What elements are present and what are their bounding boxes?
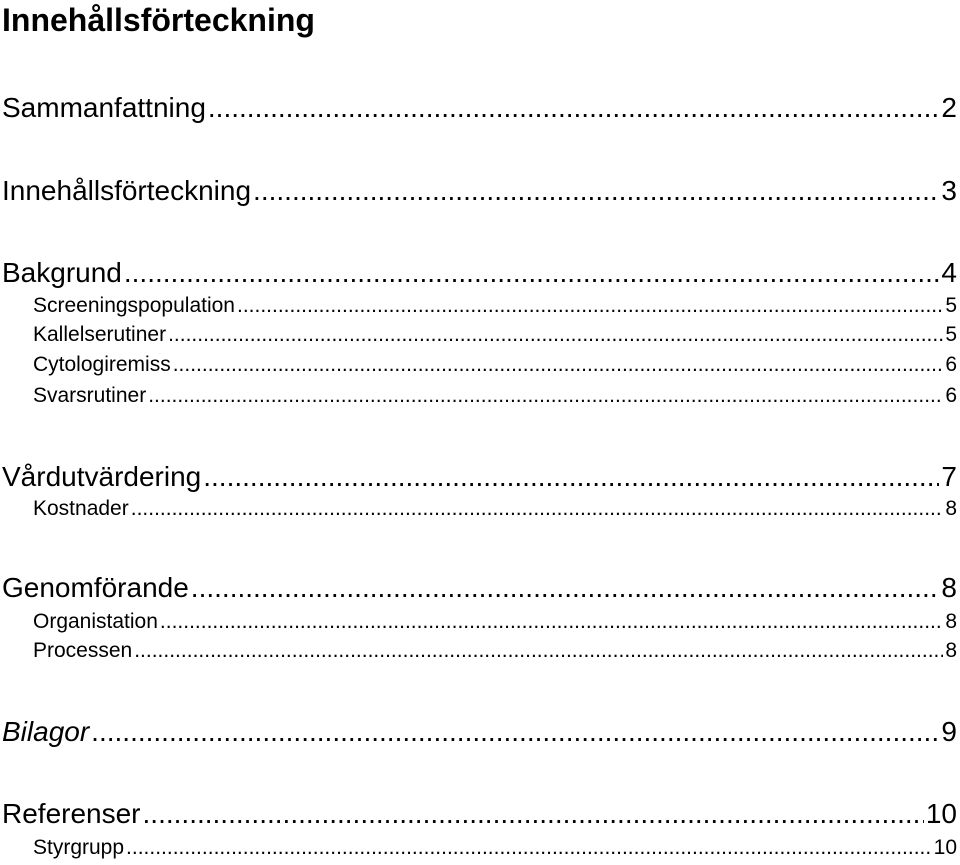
toc-page-number: 3 [941,175,957,206]
toc-entry-kallelserutiner[interactable] [0,322,957,348]
toc-entry-label: Sammanfattning [2,92,206,123]
toc-page-number: 8 [945,639,957,662]
toc-entry-label: Genomförande [2,572,189,603]
toc-page-number: 5 [945,294,957,317]
toc-entry-label: Kallelserutiner [33,323,167,346]
toc-page-number: 2 [941,92,957,123]
toc-page-number: 9 [941,716,957,747]
toc-page-number: 5 [945,323,957,346]
toc-entry-innehallsforteckning[interactable] [0,174,957,208]
toc-entry-label: Screeningspopulation [33,294,235,317]
toc-page-number: 4 [941,257,957,288]
toc-entry-processen[interactable] [0,638,957,664]
toc-entry-label: Cytologiremiss [33,353,171,376]
dot-leader [91,715,939,749]
dot-leader [124,256,940,290]
toc-entry-bilagor[interactable] [0,715,957,749]
dot-leader [237,293,943,319]
page-title: Innehållsförteckning [2,2,315,38]
dot-leader [191,571,940,605]
toc-entry-sammanfattning[interactable] [0,91,957,125]
toc-page-number: 10 [925,798,957,829]
toc-entry-label: Processen [33,639,133,662]
dot-leader [148,383,943,409]
toc-page-number: 8 [945,497,957,520]
dot-leader [208,91,940,125]
dot-leader [173,352,944,378]
toc-entry-cytologiremiss[interactable] [0,352,957,378]
dot-leader [168,322,943,348]
toc-entry-bakgrund[interactable] [0,256,957,290]
toc-entry-svarsrutiner[interactable] [0,383,957,409]
dot-leader [126,835,932,861]
toc-entry-label: Referenser [2,798,141,829]
toc-entry-organistation[interactable] [0,609,957,635]
toc-entry-kostnader[interactable] [0,496,957,522]
toc-entry-referenser[interactable] [0,797,957,831]
dot-leader [134,638,943,664]
toc-entry-label: Bilagor [2,716,90,747]
toc-page-number: 10 [933,836,957,859]
toc-page-number: 6 [945,384,957,407]
dot-leader [253,174,939,208]
toc-page-number: 6 [945,353,957,376]
toc-page-number: 8 [941,572,957,603]
toc-entry-genomforande[interactable] [0,571,957,605]
dot-leader [203,460,939,494]
toc-page-number: 8 [945,610,957,633]
toc-entry-styrgrupp[interactable] [0,835,957,861]
toc-entry-label: Innehållsförteckning [2,175,252,206]
dot-leader [143,797,924,831]
toc-entry-label: Styrgrupp [33,836,125,859]
toc-entry-label: Vårdutvärdering [2,461,202,492]
toc-entry-label: Kostnader [33,497,129,520]
dot-leader [131,496,944,522]
toc-entry-label: Svarsrutiner [33,384,147,407]
toc-entry-label: Bakgrund [2,257,122,288]
toc-entry-screeningspopulation[interactable] [0,293,957,319]
toc-entry-label: Organistation [33,610,158,633]
toc-page-number: 7 [941,461,957,492]
dot-leader [160,609,943,635]
toc-entry-vardutvardering[interactable] [0,460,957,494]
